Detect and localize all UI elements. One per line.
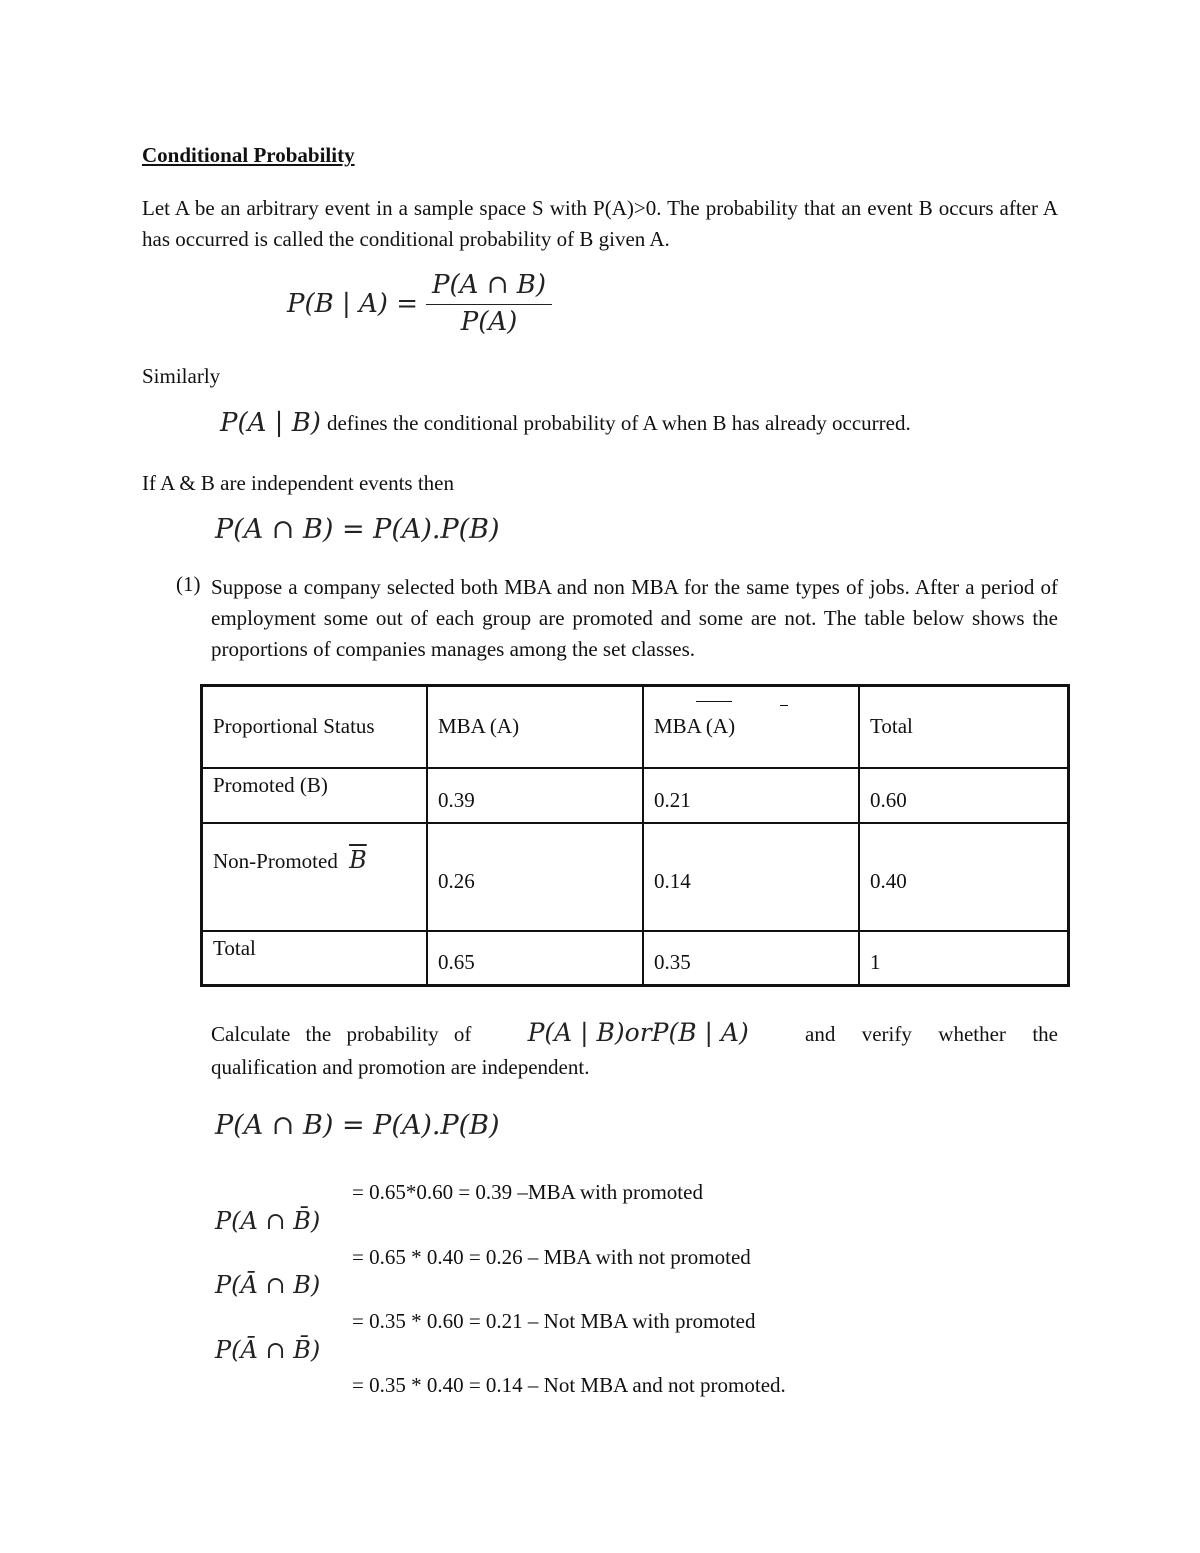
calc-result: = 0.35 * 0.60 = 0.21 – Not MBA with promoted xyxy=(352,1309,756,1333)
table-cell: 0.14 xyxy=(643,823,859,931)
problem-number: (1) xyxy=(176,572,201,596)
calc-result: = 0.65 * 0.40 = 0.26 – MBA with not promoted xyxy=(352,1245,751,1269)
formula-denominator: P(A) xyxy=(460,307,518,337)
table-row xyxy=(202,768,1069,823)
table-cell: 1 xyxy=(859,931,1069,986)
question-continuation: qualification and promotion are independent. xyxy=(211,1055,590,1079)
table-header-cell: Proportional Status xyxy=(202,686,428,768)
proportions-table xyxy=(200,684,1070,987)
similarly-label: Similarly xyxy=(142,364,221,388)
complement-dash xyxy=(780,705,788,706)
calc-formula: P(A ∩ B) = P(A).P(B) xyxy=(215,1110,500,1141)
question-after-first: and verify whether the xyxy=(805,1022,1058,1046)
row-label: Promoted (B) xyxy=(202,768,428,823)
independence-intro: If A & B are independent events then xyxy=(142,471,454,495)
table-cell: 0.21 xyxy=(643,768,859,823)
problem-text: Suppose a company selected both MBA and non MBA for the same types of jobs. After a period of employment some out of each group are promoted and some are not. The table below shows the proportions of companies manages among the set classes. xyxy=(211,575,1058,661)
calc-label: P(Ā ∩ B̄) xyxy=(215,1336,321,1364)
table-row xyxy=(202,823,1069,931)
mba-complement-label: MBA (A) xyxy=(654,714,736,739)
pab-symbol: P(A | B) xyxy=(220,408,321,438)
question-symbol: P(A | B)orP(B | A) xyxy=(527,1018,749,1047)
conditional-probability-formula xyxy=(287,270,552,337)
row-label-cell xyxy=(202,823,428,931)
complement-overline xyxy=(696,701,732,702)
table-cell: 0.35 xyxy=(643,931,859,986)
pab-text: defines the conditional probability of A when B has already occurred. xyxy=(326,411,911,435)
table-cell: 0.40 xyxy=(859,823,1069,931)
table-header-row xyxy=(202,686,1069,768)
table-header-cell xyxy=(643,686,859,768)
formula-lhs: P(B | A) = xyxy=(287,288,419,319)
formula-numerator: P(A ∩ B) xyxy=(426,270,552,305)
b-bar-symbol: $\overline{B}$ xyxy=(349,845,367,874)
page-title: Conditional Probability xyxy=(142,143,355,167)
row-label: Total xyxy=(202,931,428,986)
table-header-cell: Total xyxy=(859,686,1069,768)
question-line xyxy=(211,1013,1058,1047)
pab-definition xyxy=(220,408,911,438)
table-cell: 0.26 xyxy=(427,823,643,931)
calc-result: = 0.35 * 0.40 = 0.14 – Not MBA and not promoted. xyxy=(352,1373,786,1397)
table-header-cell: MBA (A) xyxy=(427,686,643,768)
table-cell: 0.65 xyxy=(427,931,643,986)
table-row xyxy=(202,931,1069,986)
table-cell: 0.39 xyxy=(427,768,643,823)
table-cell: 0.60 xyxy=(859,768,1069,823)
question-before: Calculate the probability of xyxy=(211,1022,472,1046)
calc-label: P(A ∩ B̄) xyxy=(215,1207,321,1235)
formula-fraction xyxy=(426,270,552,337)
calc-result: = 0.65*0.60 = 0.39 –MBA with promoted xyxy=(352,1180,703,1204)
row-label: Non-Promoted xyxy=(213,848,338,873)
calc-label: P(Ā ∩ B) xyxy=(215,1271,321,1299)
independence-formula: P(A ∩ B) = P(A).P(B) xyxy=(215,514,500,545)
intro-paragraph: Let A be an arbitrary event in a sample space S with P(A)>0. The probability that an event B occurs after A has occurred is called the conditional probability of B given A. xyxy=(142,196,1058,251)
